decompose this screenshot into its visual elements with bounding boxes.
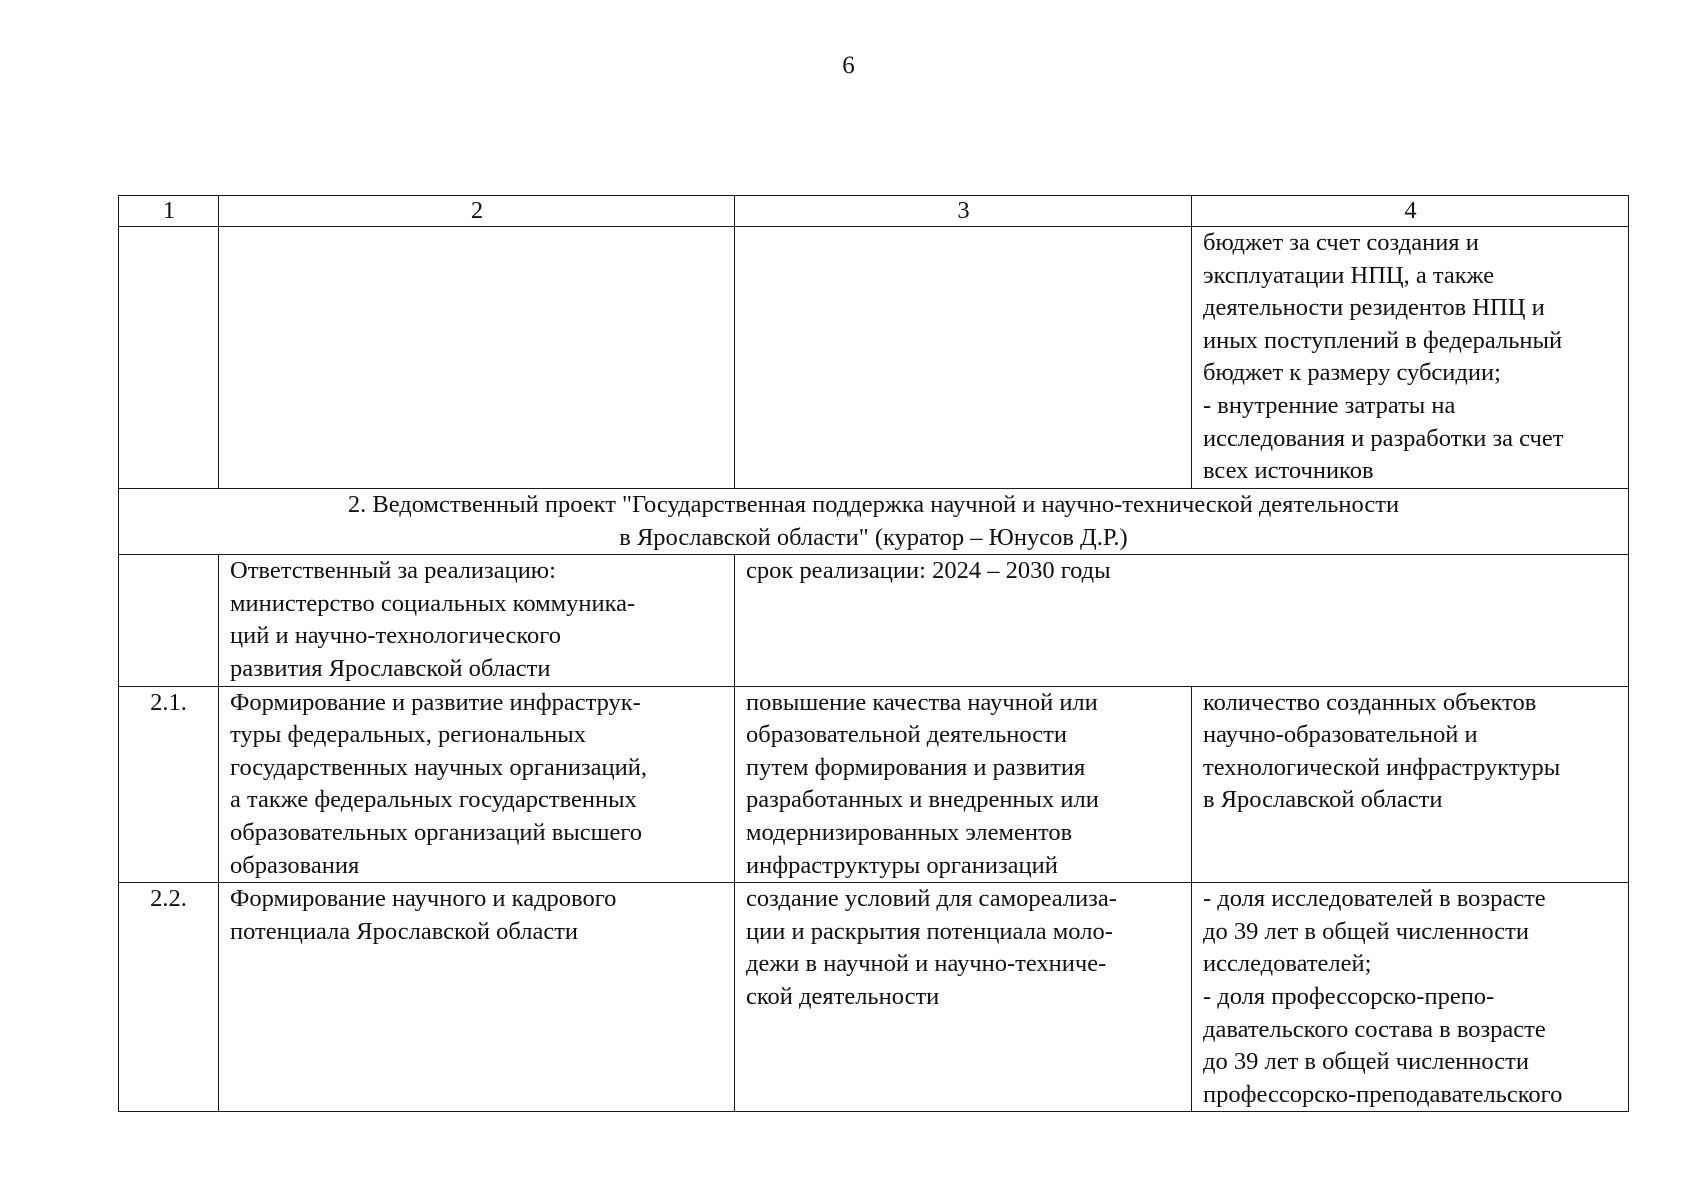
- effect-cell: повышение качества научной или образовательной деятельности путем формирования и развития разработанных и внедренных или модернизированных элементов инфраструктуры организаций: [735, 686, 1192, 883]
- empty-cell: [119, 227, 219, 489]
- project-table: [118, 195, 1629, 1112]
- responsible-row: [119, 555, 1629, 686]
- table-header-row: [119, 196, 1629, 227]
- continuation-row: [119, 227, 1629, 489]
- column-number-1: 1: [119, 196, 219, 227]
- table-row: [119, 686, 1629, 883]
- empty-cell: [219, 227, 735, 489]
- indicator-cell: количество созданных объектов научно-образовательной и технологической инфраструктуры в Ярославской области: [1192, 686, 1629, 883]
- task-cell: Формирование и развитие инфраструк- туры федеральных, региональных государственных научных организаций, а также федеральных государственных образовательных организаций высшего образования: [219, 686, 735, 883]
- column-number-2: 2: [219, 196, 735, 227]
- task-cell: Формирование научного и кадрового потенциала Ярославской области: [219, 883, 735, 1112]
- responsible-executor: Ответственный за реализацию: министерство социальных коммуника- ций и научно-технологического развития Ярославской области: [219, 555, 735, 686]
- row-number: 2.2.: [119, 883, 219, 1112]
- column-number-3: 3: [735, 196, 1192, 227]
- empty-cell: [119, 555, 219, 686]
- column-number-4: 4: [1192, 196, 1629, 227]
- implementation-term: срок реализации: 2024 – 2030 годы: [735, 555, 1629, 686]
- table-row: [119, 883, 1629, 1112]
- section-row: [119, 489, 1629, 555]
- indicator-continuation: бюджет за счет создания и эксплуатации НПЦ, а также деятельности резидентов НПЦ и иных поступлений в федеральный бюджет к размеру субсидии; - внутренние затраты на исследования и разработки за счет всех источников: [1192, 227, 1629, 489]
- indicator-cell: - доля исследователей в возрасте до 39 лет в общей численности исследователей; - доля профессорско-препо- давательского состава в возрасте до 39 лет в общей численности профессорско-преподавательского: [1192, 883, 1629, 1112]
- empty-cell: [735, 227, 1192, 489]
- page-number: 6: [842, 52, 855, 79]
- section-title: 2. Ведомственный проект "Государственная поддержка научной и научно-технической деятельности в Ярославской области" (куратор – Юнусов Д.Р.): [119, 489, 1629, 555]
- row-number: 2.1.: [119, 686, 219, 883]
- effect-cell: создание условий для самореализа- ции и раскрытия потенциала моло- дежи в научной и научно-техниче- ской деятельности: [735, 883, 1192, 1112]
